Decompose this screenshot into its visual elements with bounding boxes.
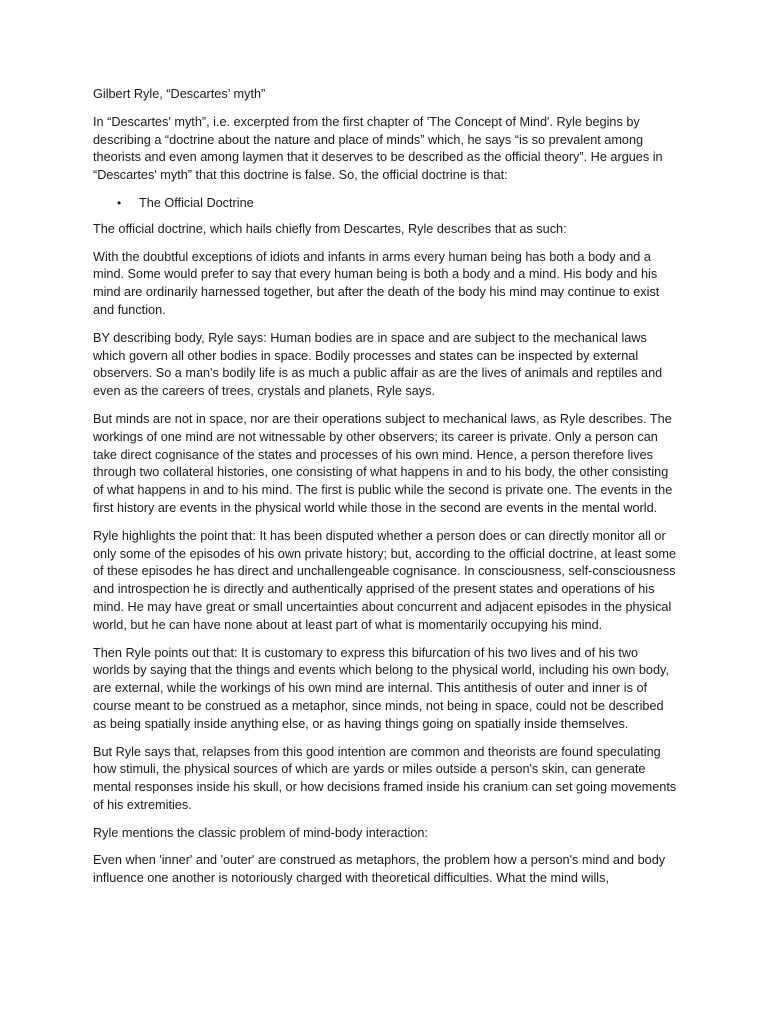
bullet-text: The Official Doctrine [139, 195, 254, 210]
bullet-list [93, 195, 678, 213]
bullet-icon: • [117, 195, 122, 210]
body-paragraph: But Ryle says that, relapses from this good intention are common and theorists are found speculating how stimuli, the physical sources of which are yards or miles outside a person's skin, can generate mental responses inside his skull, or how decisions framed inside his cranium can set going movements of his extremities. [93, 744, 677, 812]
document-heading: Gilbert Ryle, “Descartes’ myth” [93, 87, 266, 101]
bullet-item-official-doctrine [93, 195, 678, 213]
body-paragraph: Even when 'inner' and 'outer' are construed as metaphors, the problem how a person's mind and body influence one another is notoriously charged with theoretical difficulties. What the mind wills, [93, 853, 666, 886]
intro-paragraph: In “Descartes' myth”, i.e. excerpted from the first chapter of 'The Concept of Mind'. Ryle begins by describing a “doctrine about the nature and place of minds” which, he says “is so prevalent among theorists and even among laymen that it deserves to be described as the official theory”. He argues in “Descartes' myth” that this doctrine is false. So, the official doctrine is that: [93, 114, 663, 183]
body-paragraph: BY describing body, Ryle says: Human bodies are in space and are subject to the mechanical laws which govern all other bodies in space. Bodily processes and states can be inspected by external observers. So a man's bodily life is as much a public affair as are the lives of animals and reptiles and even as the careers of trees, crystals and planets, Ryle says. [93, 330, 663, 399]
body-paragraph: But minds are not in space, nor are their operations subject to mechanical laws, as Ryle describes. The workings of one mind are not witnessable by other observers; its career is private. Only a person can take direct cognisance of the states and processes of his own mind. Hence, a person therefore lives through two collateral histories, one consisting of what happens in and to his body, the other consisting of what happens in and to his mind. The first is public while the second is private one. The events in the first history are events in the physical world while those in the second are events in the mental world. [93, 411, 673, 515]
body-paragraph: The official doctrine, which hails chiefly from Descartes, Ryle describes that as such: [93, 221, 567, 236]
body-paragraph: Then Ryle points out that: It is customary to express this bifurcation of his two lives and of his two worlds by saying that the things and events which belong to the physical world, including his own body, are external, while the workings of his own mind are internal. This antithesis of outer and inner is of course meant to be construed as a metaphor, since minds, not being in space, could not be described as being spatially inside anything else, or as having things going on spatially inside themselves. [93, 645, 669, 731]
body-paragraph: Ryle mentions the classic problem of mind-body interaction: [93, 825, 428, 840]
body-paragraph: With the doubtful exceptions of idiots and infants in arms every human being has both a body and a mind. Some would prefer to say that every human being is both a body and a mind. His body and his mind are ordinarily harnessed together, but after the death of the body his mind may continue to exist and function. [93, 249, 660, 317]
body-paragraph: Ryle highlights the point that: It has been disputed whether a person does or can directly monitor all or only some of the episodes of his own private history; but, according to the official doctrine, at least some of these episodes he has direct and unchallengeable cognisance. In consciousness, self-consciousness and introspection he is directly and authentically apprised of the present states and operations of his mind. He may have great or small uncertainties about concurrent and adjacent episodes in the physical world, but he can have none about at least part of what is momentarily occupying his mind. [93, 528, 676, 632]
document-body [93, 86, 678, 898]
